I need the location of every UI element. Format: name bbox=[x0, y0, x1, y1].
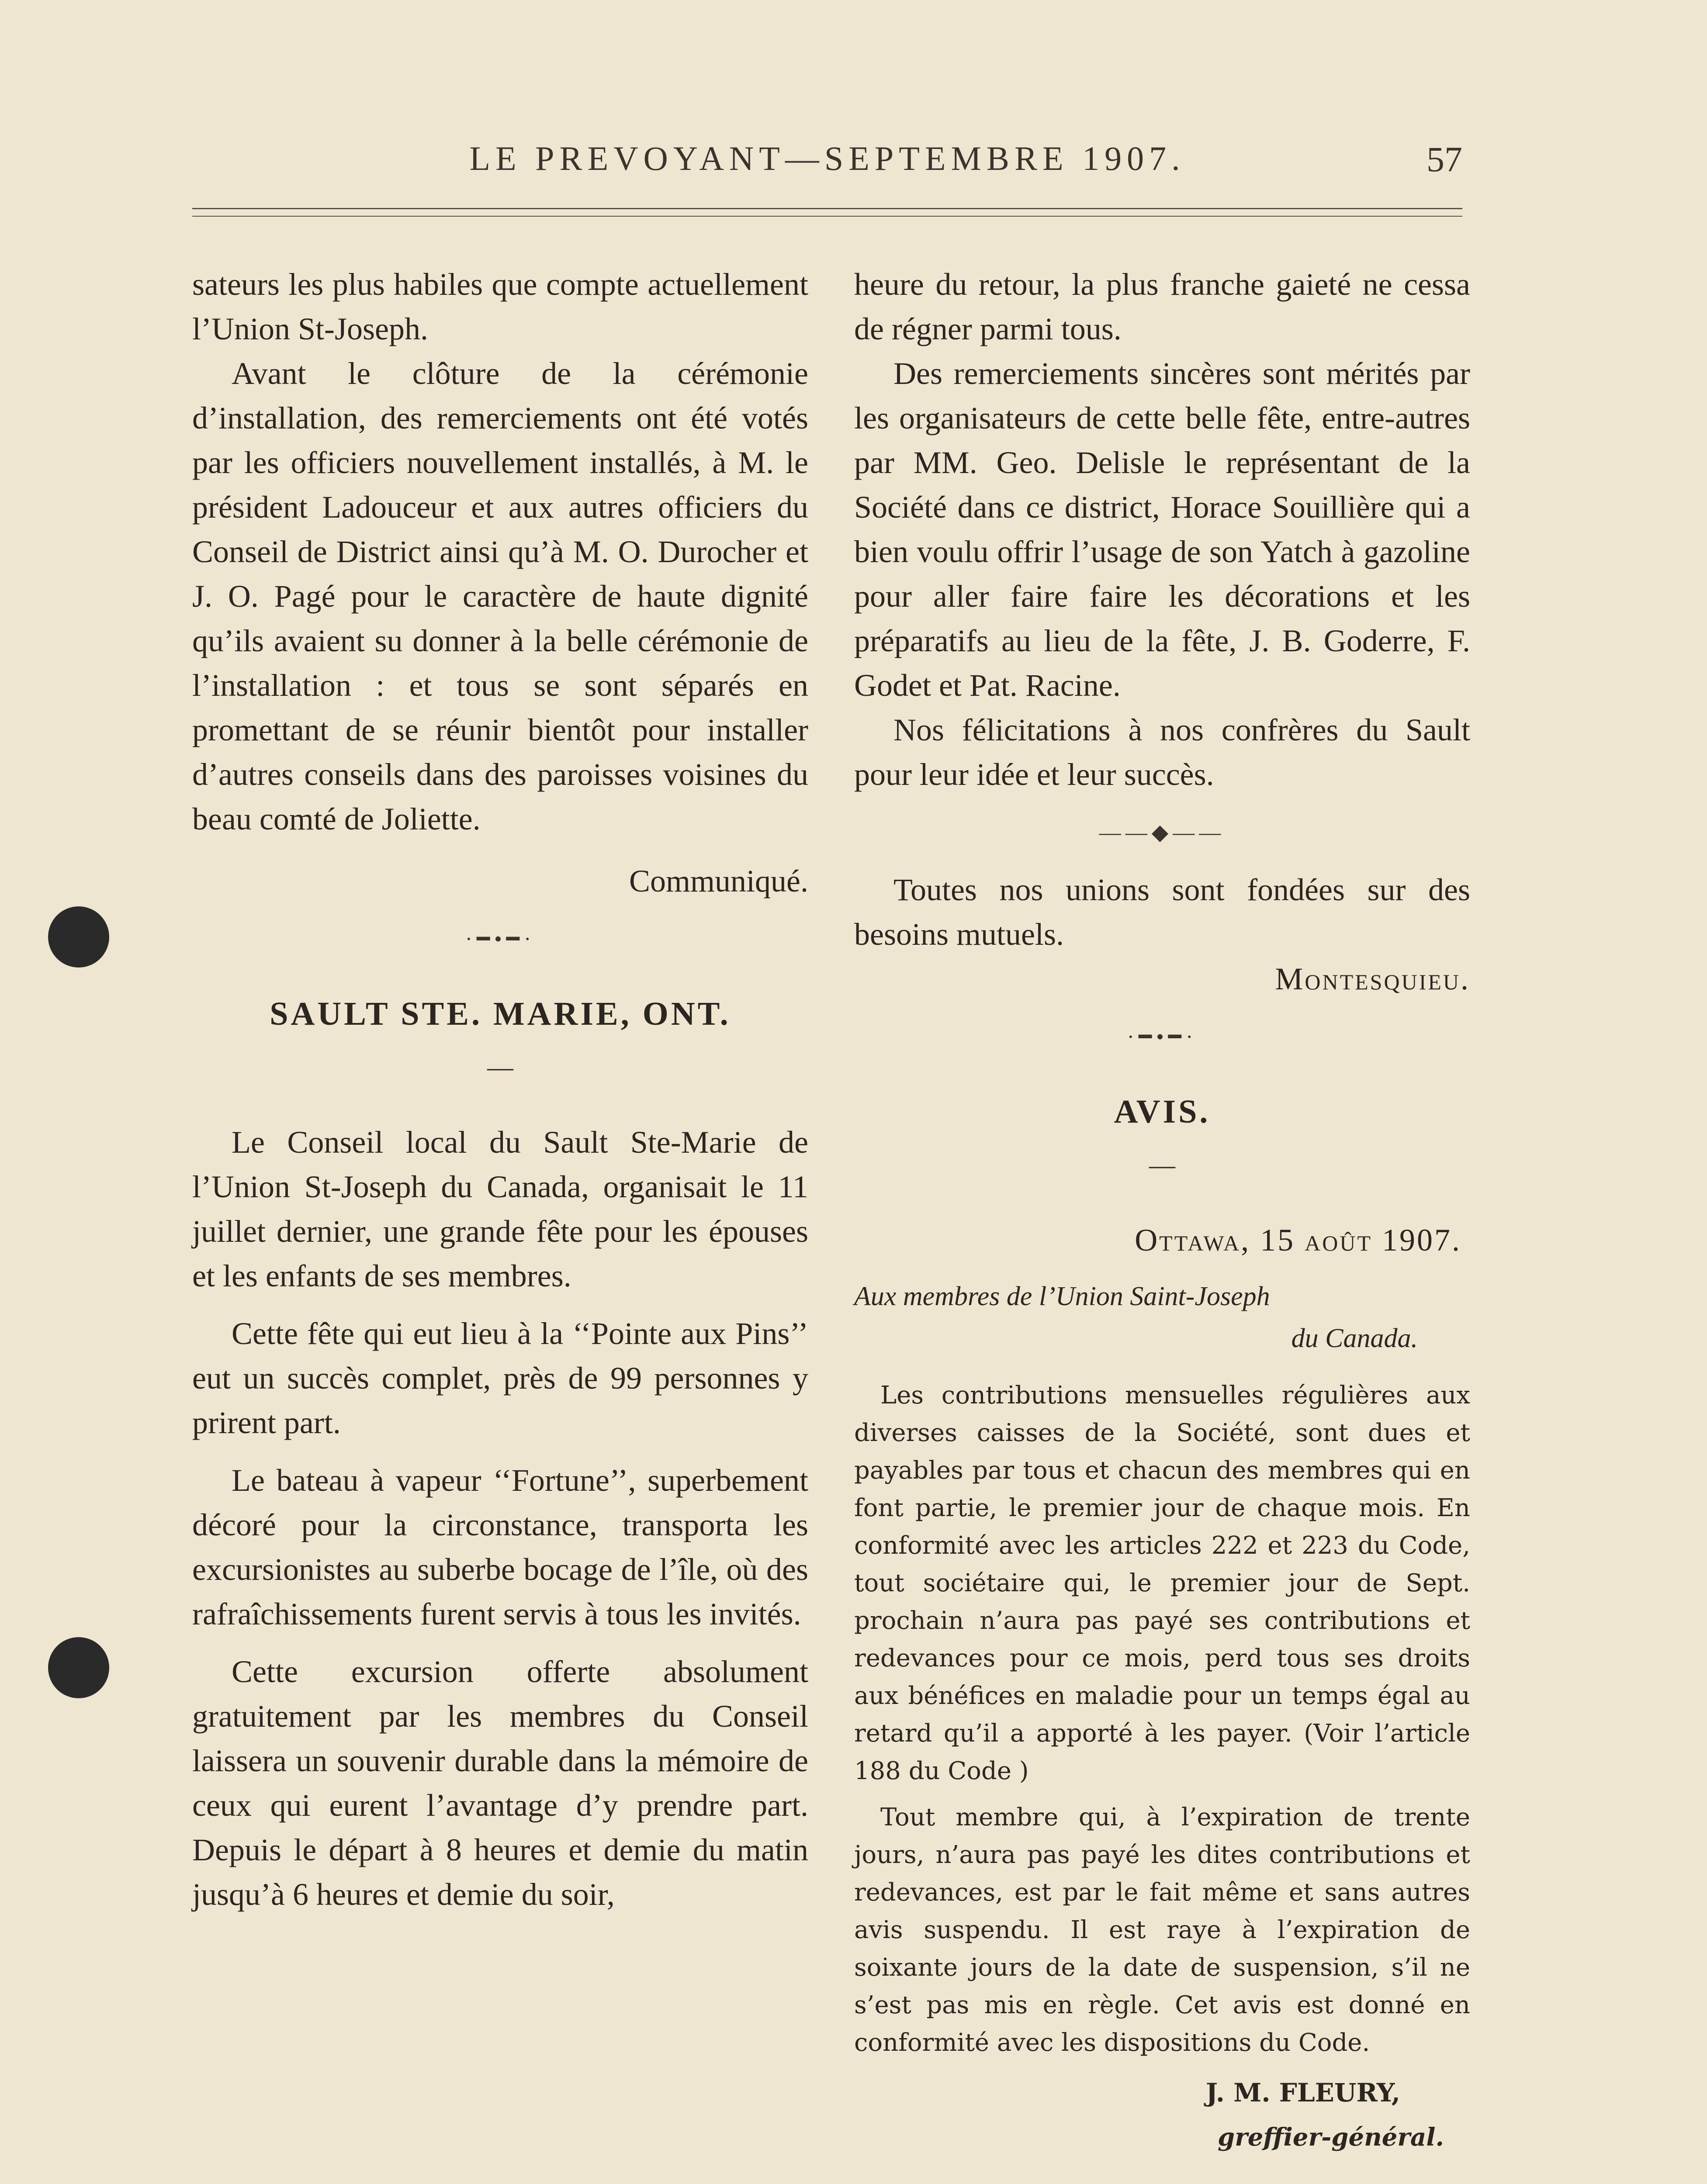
quote-author: Montesquieu. bbox=[1275, 961, 1470, 996]
ornament-divider: ·━•━· bbox=[1127, 1024, 1198, 1049]
signatory-name: J. M. FLEURY, bbox=[1205, 2078, 1400, 2108]
binder-hole bbox=[48, 906, 109, 968]
paragraph: Le Conseil local du Sault Ste-Marie de l’Union St-Joseph du Canada, organisait le 11 juillet dernier, une grande fête pour les épouses et les enfants de ses membres. bbox=[192, 1125, 808, 1293]
address-line: Aux membres de l’Union Saint-Joseph bbox=[854, 1282, 1270, 1311]
paragraph: sateurs les plus habiles que compte actuellement l’Union St-Joseph. bbox=[192, 267, 808, 346]
paragraph: Le bateau à vapeur ‘‘Fortune’’, superbement décoré pour la circonstance, transporta les excursionistes au suberbe bocage de l’île, où des rafraîchissements furent servis à tous les invités. bbox=[192, 1463, 808, 1631]
dateline: Ottawa, 15 août 1907. bbox=[1135, 1223, 1461, 1258]
header-rule bbox=[192, 208, 1462, 209]
avis-heading: AVIS. bbox=[1114, 1093, 1211, 1130]
article-signature: Communiqué. bbox=[629, 864, 808, 898]
heading-dash: — bbox=[1149, 1151, 1175, 1179]
running-header: LE PREVOYANT—SEPTEMBRE 1907. bbox=[469, 139, 1185, 177]
binder-hole bbox=[48, 1637, 109, 1698]
paragraph: Cette excursion offerte absolument gratuitement par les membres du Conseil laissera un souvenir durable dans la mémoire de ceux qui eurent l’avantage d’y prendre part. Depuis le départ à 8 heures et demie du matin jusqu’à 6 heures et demie du soir, bbox=[192, 1654, 808, 1912]
left-column bbox=[192, 262, 808, 1917]
paragraph: Avant le clôture de la cérémonie d’installation, des remerciements ont été votés par les officiers nouvellement installés, à M. le président Ladouceur et aux autres officiers du Conseil de District ainsi qu’à M. O. Durocher et J. O. Pagé pour le caractère de haute dignité qu’ils avaient su donner à la belle cérémonie de l’installation : et tous se sont séparés en promettant de se réunir bientôt pour installer d’autres conseils dans des paroisses voisines du beau comté de Joliette. bbox=[192, 356, 808, 836]
quote: Toutes nos unions sont fondées sur des besoins mutuels. bbox=[854, 872, 1470, 952]
address-line: du Canada. bbox=[1291, 1324, 1418, 1353]
paragraph: Des remerciements sincères sont mérités par les organisateurs de cette belle fête, entre-autres par MM. Geo. Delisle le représentant de la Société dans ce district, Horace Souillière qui a bien voulu offrir l’usage de son Yatch à gazoline pour aller faire faire les décorations et les préparatifs au lieu de la fête, J. B. Goderre, F. Godet et Pat. Racine. bbox=[854, 356, 1470, 703]
heading-dash: — bbox=[487, 1053, 513, 1082]
header-rule-thin bbox=[192, 216, 1462, 217]
notice-paragraph: Les contributions mensuelles régulières aux diverses caisses de la Société, sont dues et payables par tous et chacun des membres qui en font partie, le premier jour de chaque mois. En conformité avec les articles 222 et 223 du Code, tout sociétaire qui, le premier jour de Sept. prochain n’aura pas payé ses contributions et redevances pour ce mois, perd tous ses droits aux bénéfices en maladie pour un temps égal au retard qu’il a apporté à les payer. (Voir l’article 188 du Code ) bbox=[854, 1381, 1470, 1785]
notice-body bbox=[854, 1377, 1470, 2062]
signatory-title: greffier-général. bbox=[1218, 2123, 1444, 2152]
right-column bbox=[854, 262, 1470, 2160]
paragraph: Nos félicitations à nos confrères du Sault pour leur idée et leur succès. bbox=[854, 712, 1470, 792]
paragraph: Cette fête qui eut lieu à la ‘‘Pointe aux Pins’’ eut un succès complet, près de 99 personnes y prirent part. bbox=[192, 1316, 808, 1440]
ornament-divider: ·━•━· bbox=[465, 926, 536, 951]
paragraph: heure du retour, la plus franche gaieté ne cessa de régner parmi tous. bbox=[854, 267, 1470, 346]
ornament-divider: ——◆—— bbox=[1099, 820, 1226, 844]
notice-paragraph: Tout membre qui, à l’expiration de trente jours, n’aura pas payé les dites contributions et redevances, est par le fait même et sans autres avis suspendu. Il est raye à l’expiration de soixante jours de la date de suspension, s’il ne s’est pas mis en règle. Cet avis est donné en conformité avec les dispositions du Code. bbox=[854, 1803, 1470, 2057]
section-heading: SAULT STE. MARIE, ONT. bbox=[270, 995, 731, 1032]
page-number: 57 bbox=[1427, 139, 1462, 179]
